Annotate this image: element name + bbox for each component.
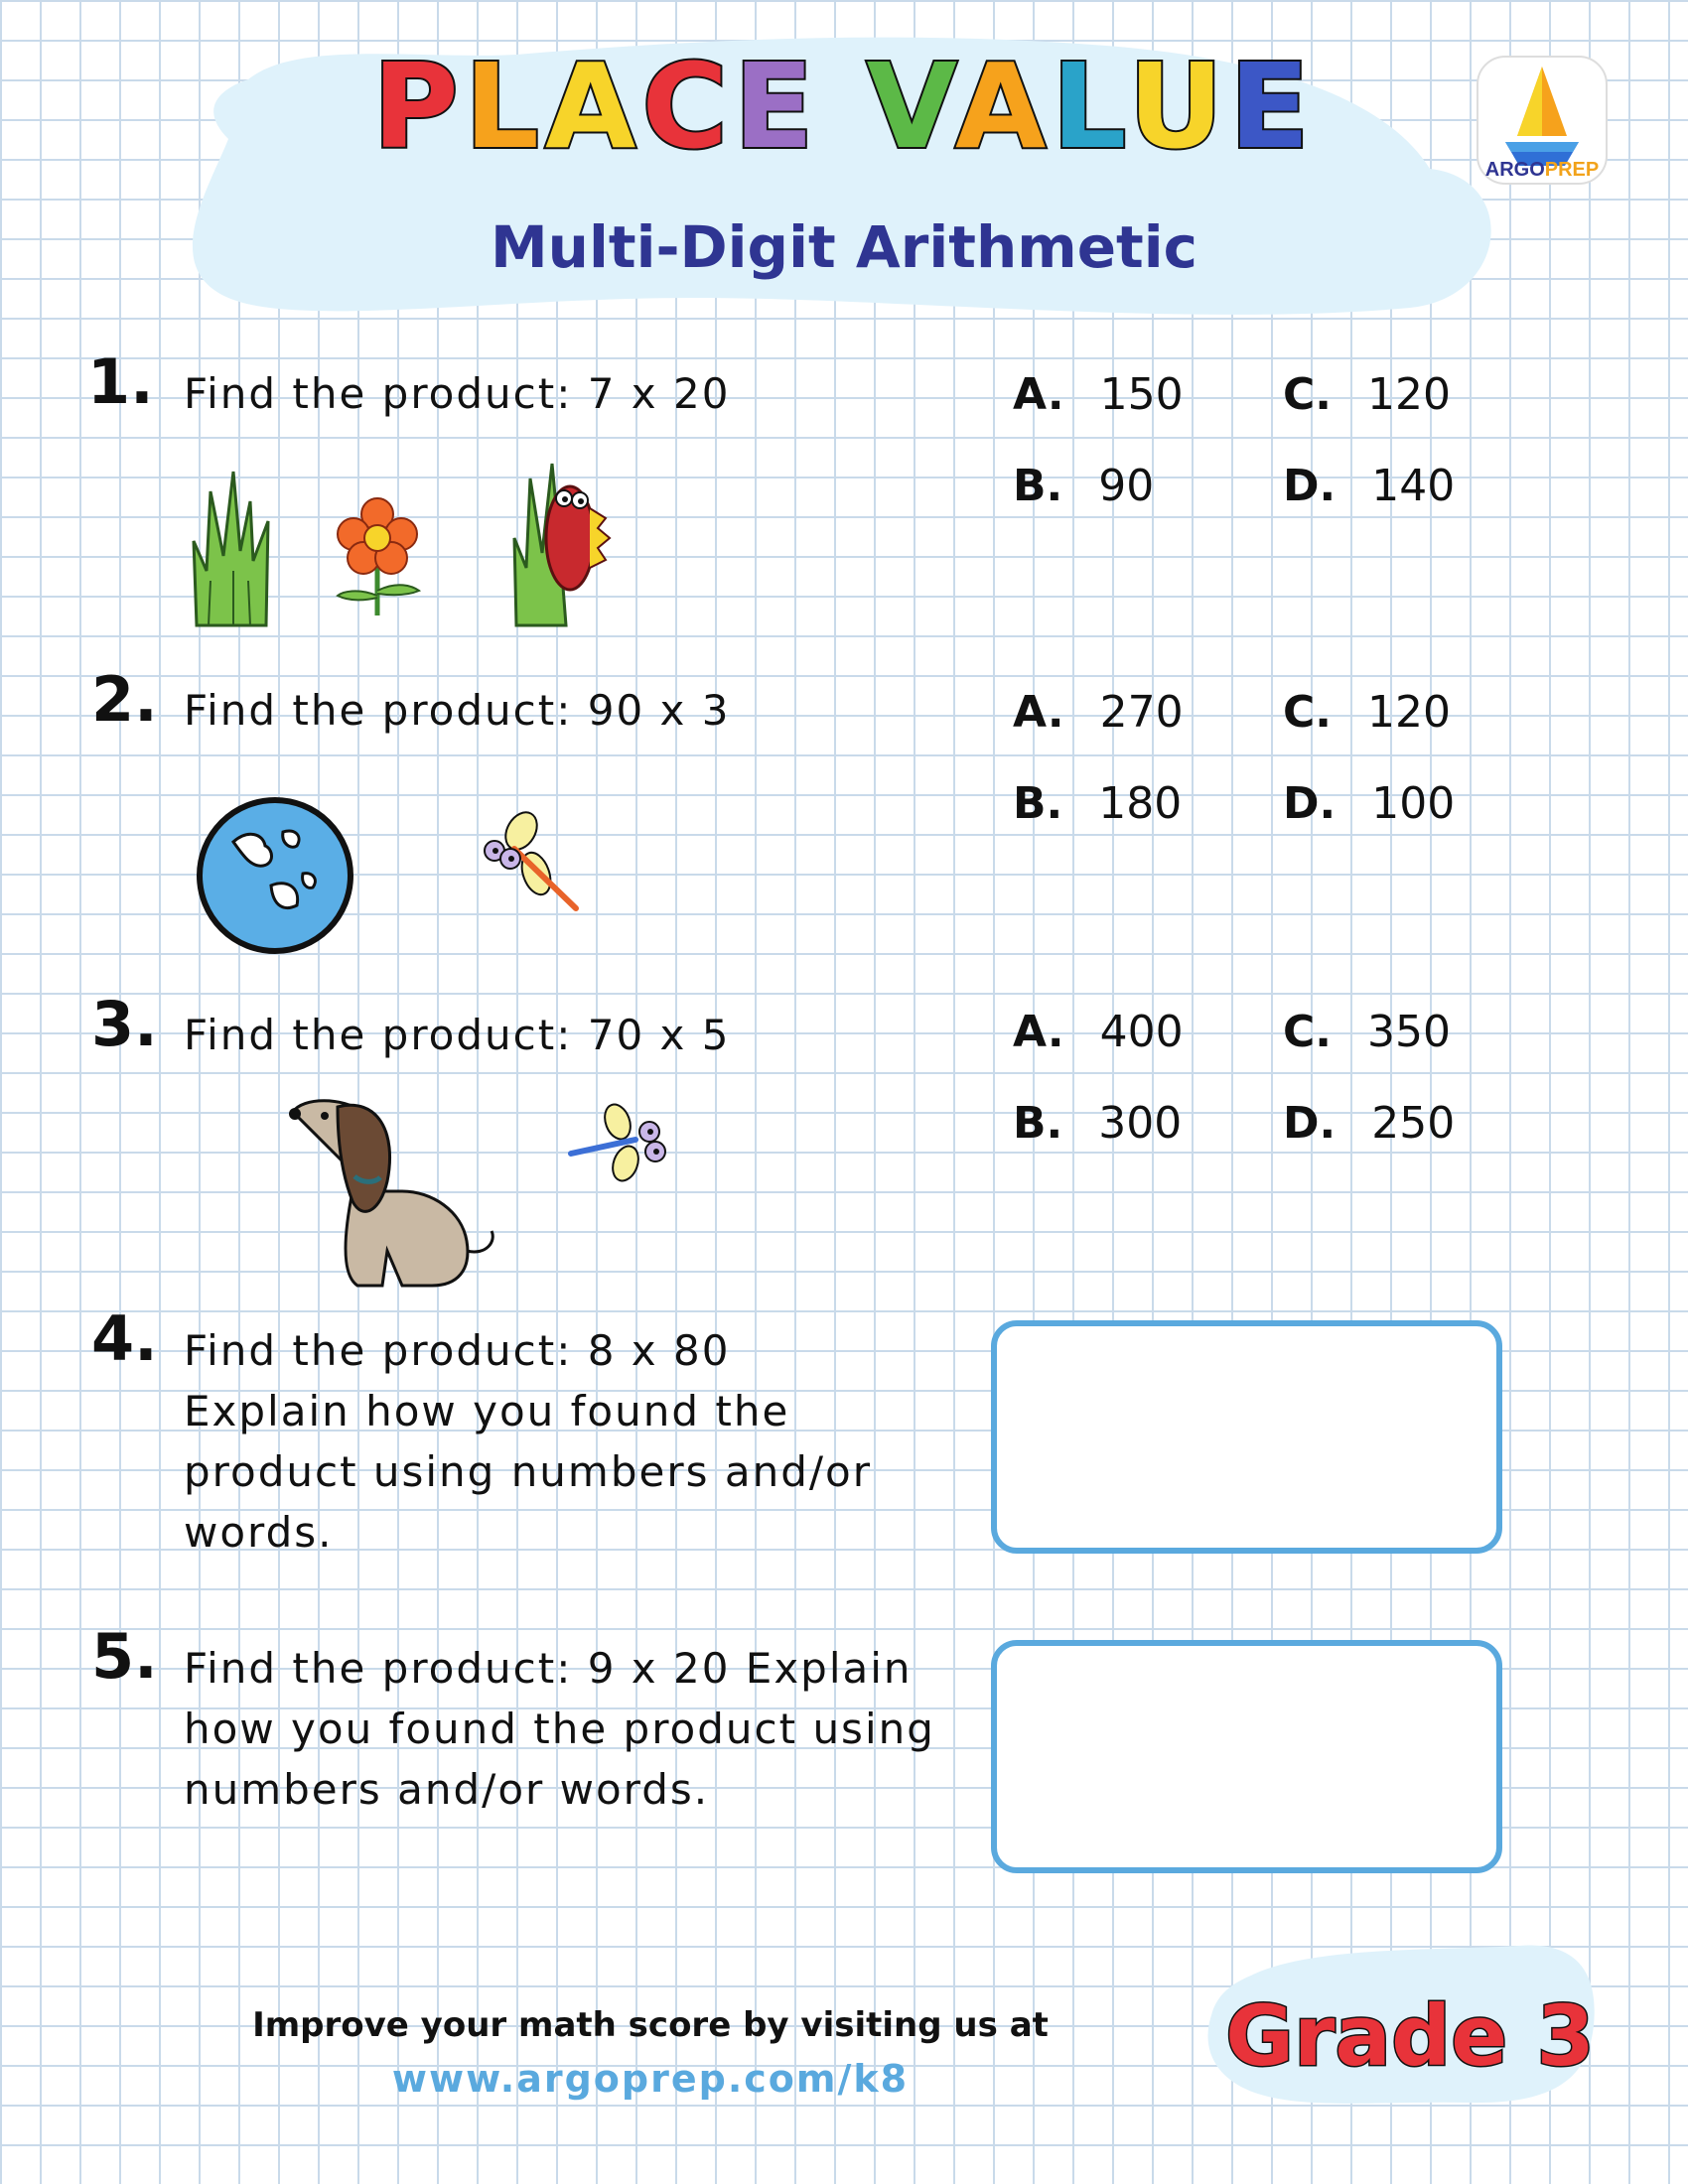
answer-box[interactable] [991, 1320, 1502, 1554]
question-number: 1. [87, 345, 154, 418]
dog-icon [283, 1092, 511, 1291]
question-number: 3. [91, 988, 158, 1060]
question-text: Find the product: 90 x 3 [184, 686, 731, 735]
question-text: Find the product: 7 x 20 [184, 369, 731, 418]
option-d[interactable]: D. 250 [1283, 1098, 1456, 1149]
title-letter [820, 38, 867, 175]
option-c[interactable]: C. 120 [1283, 369, 1451, 420]
answer-box[interactable] [991, 1640, 1502, 1873]
title-letter: A [544, 38, 642, 175]
page-subtitle: Multi-Digit Arithmetic [490, 213, 1198, 281]
title-letter: E [733, 38, 820, 175]
option-d[interactable]: D. 100 [1283, 778, 1456, 829]
title-letter: L [464, 38, 545, 175]
flower-icon [328, 496, 427, 620]
question-number: 5. [91, 1620, 158, 1693]
option-a[interactable]: A. 150 [1013, 369, 1184, 420]
question-text: Find the product: 9 x 20 Explain how you found the product using numbers and/or words. [184, 1644, 935, 1814]
question-text: Find the product: 8 x 80 Explain how you found the product using numbers and/or words. [184, 1326, 872, 1557]
grade-label: Grade 3 [1225, 1987, 1595, 2085]
option-b[interactable]: B. 300 [1013, 1098, 1183, 1149]
footer-text: Improve your math score by visiting us at [252, 2005, 1049, 2045]
option-d[interactable]: D. 140 [1283, 461, 1456, 511]
question-number: 2. [91, 663, 158, 736]
option-a[interactable]: A. 400 [1013, 1007, 1184, 1057]
title-letter: U [1128, 38, 1230, 175]
blue-ball-icon [194, 794, 357, 958]
title-letter: C [641, 38, 734, 175]
option-c[interactable]: C. 350 [1283, 1007, 1451, 1057]
option-c[interactable]: C. 120 [1283, 687, 1451, 738]
grass-with-bug-icon [506, 459, 616, 629]
option-a[interactable]: A. 270 [1013, 687, 1184, 738]
title-letter: V [866, 38, 955, 175]
footer-link[interactable]: www.argoprep.com/k8 [391, 2057, 910, 2101]
argoprep-logo-text: ARGOPREP [1484, 159, 1600, 181]
dragonfly-blue-icon [566, 1102, 675, 1191]
grass-icon [189, 462, 278, 630]
question-text: Find the product: 70 x 5 [184, 1011, 731, 1059]
dragonfly-orange-icon [477, 809, 586, 918]
title-letter: E [1229, 38, 1316, 175]
title-letter: A [954, 38, 1053, 175]
title-letter: L [1052, 38, 1129, 175]
option-b[interactable]: B. 180 [1013, 778, 1183, 829]
option-b[interactable]: B. 90 [1013, 461, 1155, 511]
question-number: 4. [91, 1302, 158, 1375]
title-letter: P [372, 38, 465, 175]
